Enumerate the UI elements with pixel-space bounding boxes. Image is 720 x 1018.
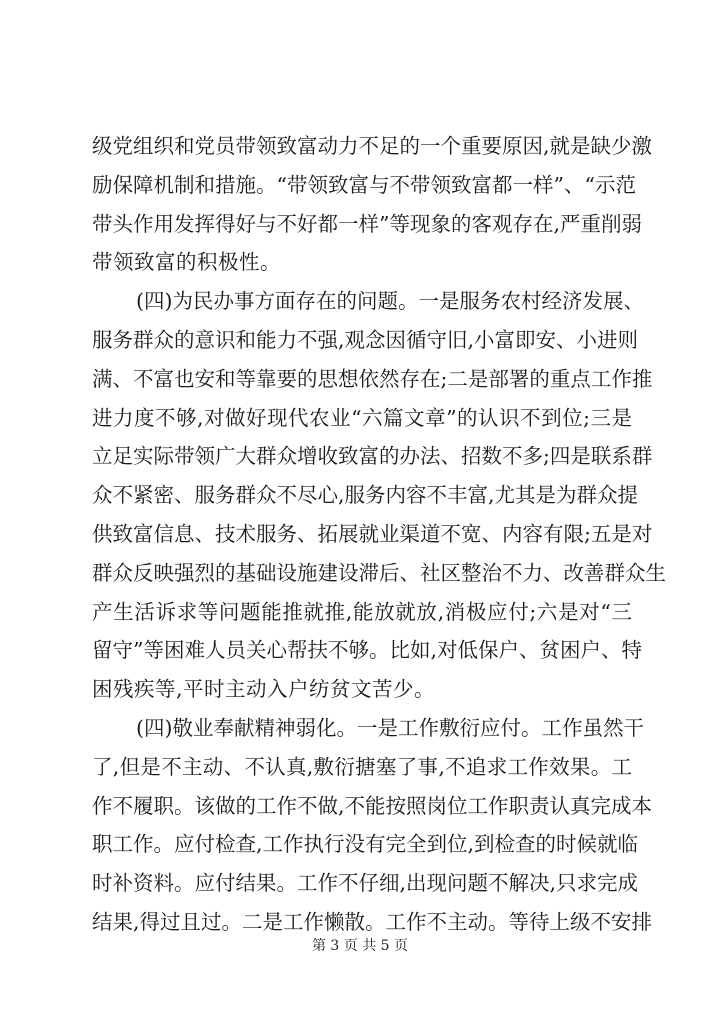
page-number-footer: 第 3 页 共 5 页 bbox=[311, 938, 409, 954]
text-line: 困残疾等,平时主动入户纺贫文苦少。 bbox=[92, 677, 436, 702]
text-line: 级党组织和党员带领致富动力不足的一个重要原因,就是缺少激 bbox=[92, 134, 653, 158]
text-line: 进力度不够,对做好现代农业“六篇文章”的认识不到位;三是 bbox=[92, 405, 632, 430]
text-line: 职工作。应付检查,工作执行没有完全到位,到检查的时候就临 bbox=[92, 832, 639, 857]
paragraph-start-line: (四)敬业奉献精神弱化。一是工作敷衍应付。工作虽然干 bbox=[136, 715, 644, 740]
text-line: 留守”等困难人员关心帮扶不够。比如,对低保户、贫困户、特 bbox=[92, 638, 642, 663]
document-body bbox=[92, 127, 666, 942]
text-line: 众不紧密、服务群众不尽心,服务内容不丰富,尤其是为群众提 bbox=[92, 483, 639, 508]
paragraph-start-line: (四)为民办事方面存在的问题。一是服务农村经济发展、 bbox=[136, 289, 644, 314]
text-line: 带领致富的积极性。 bbox=[92, 250, 281, 275]
text-line: 立足实际带领广大群众增收致富的办法、招数不多;四是联系群 bbox=[92, 444, 653, 469]
text-line: 产生活诉求等问题能推就推,能放就放,消极应付;六是对“三 bbox=[92, 599, 632, 624]
text-line: 满、不富也安和等靠要的思想依然存在;二是部署的重点工作推 bbox=[92, 366, 653, 391]
text-line: 供致富信息、技术服务、拓展就业渠道不宽、内容有限;五是对 bbox=[92, 521, 653, 546]
text-line: 结果,得过且过。二是工作懒散。工作不主动。等待上级不安排 bbox=[92, 909, 653, 934]
text-line: 励保障机制和措施。“带领致富与不带领致富都一样”、“示范 bbox=[92, 172, 636, 197]
text-line: 带头作用发挥得好与不好都一样”等现象的客观存在,严重削弱 bbox=[92, 211, 642, 236]
text-line: 作不履职。该做的工作不做,不能按照岗位工作职责认真完成本 bbox=[92, 793, 653, 818]
text-line: 服务群众的意识和能力不强,观念因循守旧,小富即安、小进则 bbox=[92, 327, 639, 352]
text-line: 了,但是不主动、不认真,敷衍搪塞了事,不追求工作效果。工 bbox=[92, 754, 632, 779]
text-line: 群众反映强烈的基础设施建设滞后、社区整治不力、改善群众生 bbox=[92, 560, 666, 585]
text-line: 时补资料。应付结果。工作不仔细,出现问题不解决,只求完成 bbox=[92, 871, 639, 896]
